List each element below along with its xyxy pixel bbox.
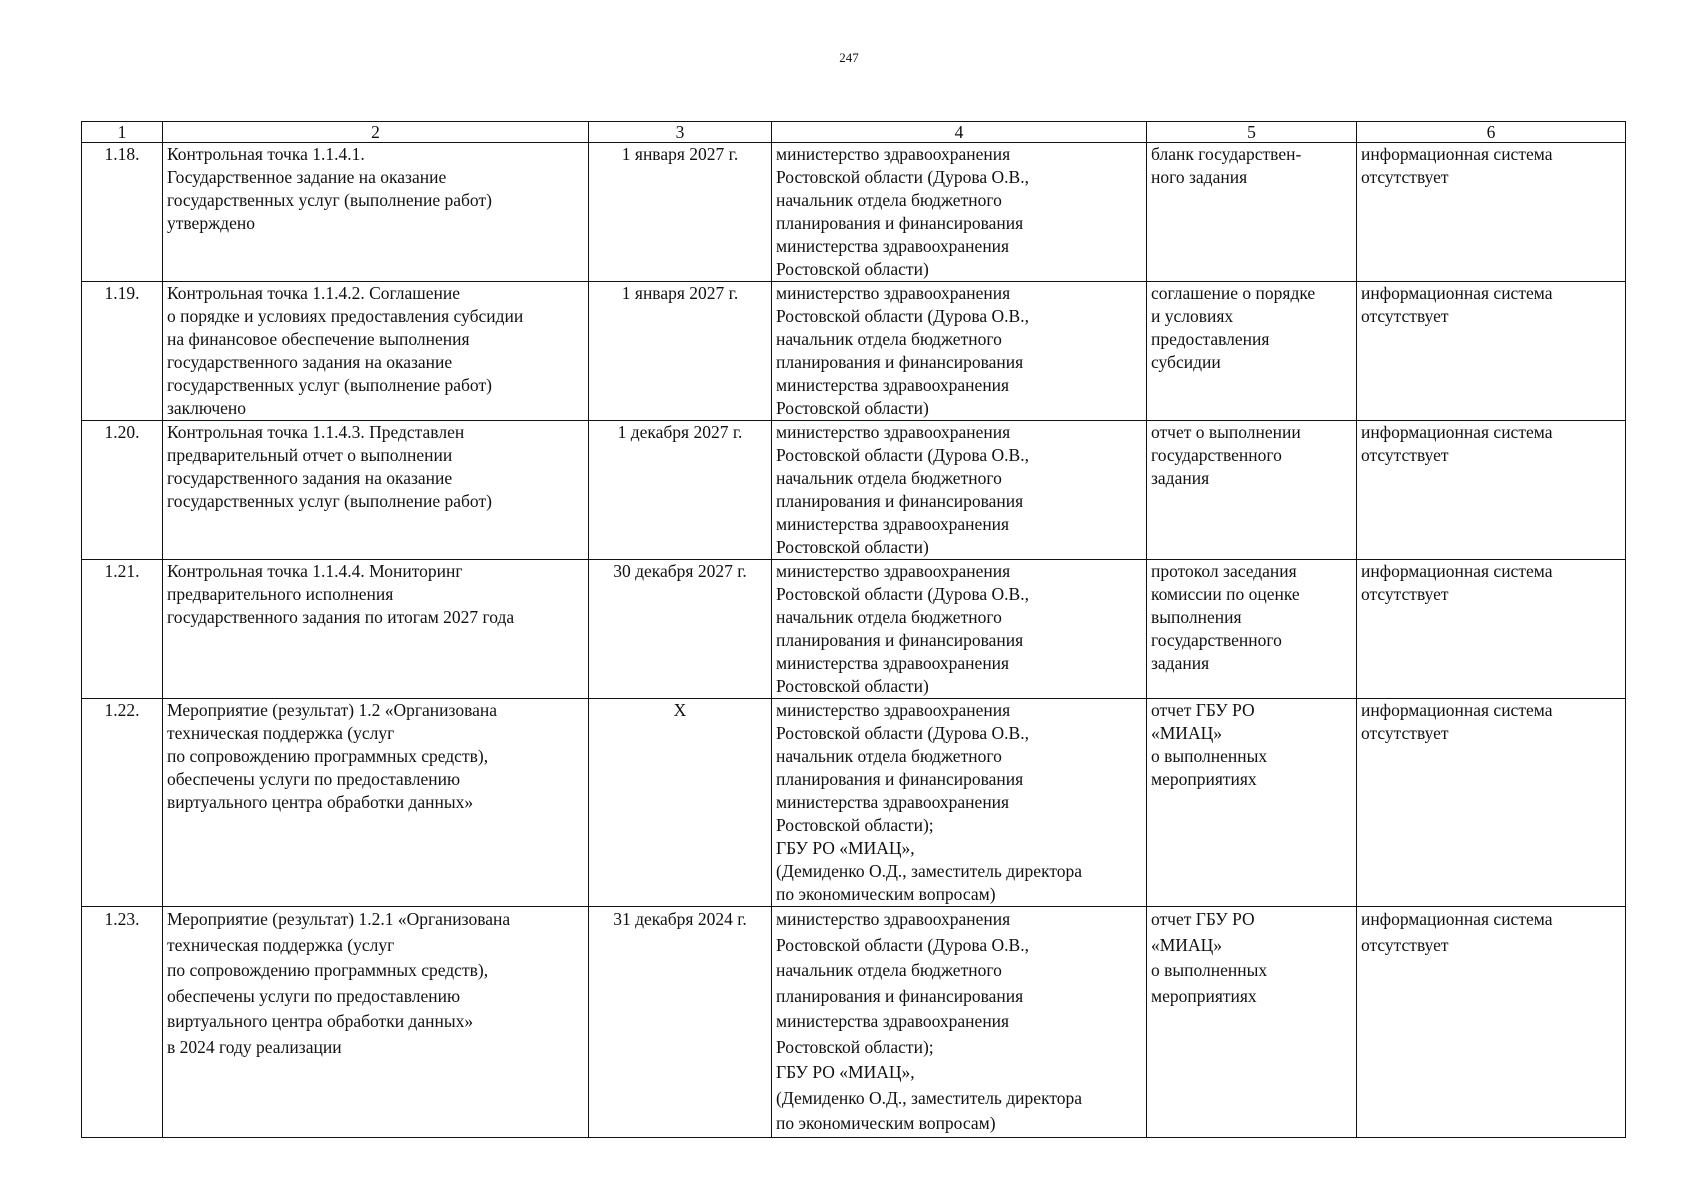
cell-text-line: Ростовской области (Дурова О.В.,: [776, 445, 1029, 465]
cell-text-line: министерство здравоохранения: [776, 700, 1011, 720]
cell-text-line: отчет ГБУ РО: [1151, 700, 1255, 720]
cell-text-line: предварительного исполнения: [167, 584, 394, 604]
cell-text-line: предоставления: [1151, 329, 1270, 349]
table-row: [82, 907, 1626, 1138]
column-header: 6: [1357, 122, 1626, 143]
cell-text-line: информационная система: [1361, 422, 1553, 442]
responsible-cell: [772, 560, 1147, 699]
cell-text-line: Ростовской области (Дурова О.В.,: [776, 934, 1029, 955]
cell-text-line: Ростовской области (Дурова О.В.,: [776, 723, 1029, 743]
event-name-cell: [163, 907, 589, 1138]
cell-text-line: обеспечены услуги по предоставлению: [167, 769, 461, 789]
cell-text-line: мероприятиях: [1151, 769, 1257, 789]
cell-text-line: ГБУ РО «МИАЦ»,: [776, 1062, 915, 1082]
column-header: 4: [772, 122, 1147, 143]
cell-text-line: комиссии по оценке: [1151, 584, 1300, 604]
cell-text-line: начальник отдела бюджетного: [776, 746, 1002, 766]
cell-text-line: виртуального центра обработки данных»: [167, 1011, 474, 1031]
cell-text-line: отсутствует: [1361, 167, 1449, 187]
cell-text-line: задания: [1151, 468, 1210, 488]
cell-text-line: министерство здравоохранения: [776, 422, 1011, 442]
cell-text-line: государственного задания на оказание: [167, 352, 453, 372]
cell-text-line: министерства здравоохранения: [776, 653, 1010, 673]
row-number-cell: 1.21.: [82, 560, 163, 699]
cell-text-line: Контрольная точка 1.1.4.1.: [167, 144, 365, 164]
information-system-cell: [1357, 421, 1626, 560]
cell-text-line: предварительный отчет о выполнении: [167, 445, 453, 465]
cell-text-line: отчет о выполнении: [1151, 422, 1301, 442]
table-row: [82, 421, 1626, 560]
cell-text-line: техническая поддержка (услуг: [167, 723, 395, 743]
cell-text-line: государственных услуг (выполнение работ): [167, 190, 492, 210]
cell-text-line: по сопровождению программных средств),: [167, 960, 489, 980]
cell-text-line: начальник отдела бюджетного: [776, 607, 1002, 627]
cell-text-line: по экономическим вопросам): [776, 1113, 996, 1133]
cell-text-line: Контрольная точка 1.1.4.3. Представлен: [167, 422, 465, 442]
deadline-cell: 1 декабря 2027 г.: [589, 421, 772, 560]
cell-text-line: планирования и финансирования: [776, 352, 1024, 372]
row-number-cell: 1.22.: [82, 699, 163, 907]
cell-text-line: государственного задания по итогам 2027 года: [167, 607, 515, 627]
cell-text-line: министерства здравоохранения: [776, 375, 1010, 395]
cell-text-line: информационная система: [1361, 909, 1553, 929]
column-header: 5: [1147, 122, 1357, 143]
row-number-cell: 1.20.: [82, 421, 163, 560]
cell-text-line: информационная система: [1361, 561, 1553, 581]
cell-text-line: планирования и финансирования: [776, 985, 1024, 1006]
cell-text-line: Ростовской области): [776, 537, 929, 557]
cell-text-line: информационная система: [1361, 283, 1553, 303]
cell-text-line: (Демиденко О.Д., заместитель директора: [776, 1087, 1083, 1108]
deadline-cell: 30 декабря 2027 г.: [589, 560, 772, 699]
event-name-cell: [163, 421, 589, 560]
cell-text-line: планирования и финансирования: [776, 630, 1024, 650]
cell-text-line: Контрольная точка 1.1.4.4. Мониторинг: [167, 561, 463, 581]
cell-text-line: Ростовской области);: [776, 1036, 934, 1057]
cell-text-line: министерство здравоохранения: [776, 144, 1011, 164]
event-name-cell: [163, 560, 589, 699]
cell-text-line: заключено: [167, 398, 247, 418]
table-row: [82, 143, 1626, 282]
cell-text-line: государственного задания на оказание: [167, 468, 453, 488]
cell-text-line: государственного: [1151, 630, 1282, 650]
responsible-cell: [772, 143, 1147, 282]
column-header: 1: [82, 122, 163, 143]
row-number-cell: 1.19.: [82, 282, 163, 421]
cell-text-line: техническая поддержка (услуг: [167, 934, 395, 955]
document-type-cell: [1147, 699, 1357, 907]
cell-text-line: Государственное задание на оказание: [167, 167, 447, 187]
cell-text-line: на финансовое обеспечение выполнения: [167, 329, 470, 349]
cell-text-line: «МИАЦ»: [1151, 934, 1222, 955]
cell-text-line: Ростовской области);: [776, 815, 934, 835]
cell-text-line: начальник отдела бюджетного: [776, 960, 1002, 980]
cell-text-line: выполнения: [1151, 607, 1242, 627]
responsible-cell: [772, 907, 1147, 1138]
cell-text-line: протокол заседания: [1151, 561, 1297, 581]
cell-text-line: отсутствует: [1361, 584, 1449, 604]
cell-text-line: утверждено: [167, 213, 255, 233]
information-system-cell: [1357, 699, 1626, 907]
table-row: [82, 699, 1626, 907]
cell-text-line: субсидии: [1151, 352, 1221, 372]
cell-text-line: министерства здравоохранения: [776, 792, 1010, 812]
cell-text-line: начальник отдела бюджетного: [776, 190, 1002, 210]
cell-text-line: министерства здравоохранения: [776, 1011, 1010, 1031]
cell-text-line: министерство здравоохранения: [776, 909, 1011, 929]
cell-text-line: и условиях: [1151, 306, 1234, 326]
cell-text-line: министерства здравоохранения: [776, 236, 1010, 256]
cell-text-line: по сопровождению программных средств),: [167, 746, 489, 766]
cell-text-line: задания: [1151, 653, 1210, 673]
deadline-cell: 1 января 2027 г.: [589, 282, 772, 421]
cell-text-line: министерство здравоохранения: [776, 283, 1011, 303]
plan-table: [81, 121, 1626, 1138]
cell-text-line: Мероприятие (результат) 1.2 «Организована: [167, 700, 497, 720]
cell-text-line: информационная система: [1361, 700, 1553, 720]
cell-text-line: мероприятиях: [1151, 985, 1257, 1006]
cell-text-line: отсутствует: [1361, 723, 1449, 743]
cell-text-line: «МИАЦ»: [1151, 723, 1222, 743]
cell-text-line: отсутствует: [1361, 934, 1449, 955]
row-number-cell: 1.18.: [82, 143, 163, 282]
cell-text-line: Ростовской области (Дурова О.В.,: [776, 306, 1029, 326]
cell-text-line: Ростовской области): [776, 398, 929, 418]
cell-text-line: Ростовской области): [776, 259, 929, 279]
document-type-cell: [1147, 560, 1357, 699]
cell-text-line: в 2024 году реализации: [167, 1036, 342, 1057]
document-type-cell: [1147, 143, 1357, 282]
cell-text-line: Ростовской области (Дурова О.В.,: [776, 167, 1029, 187]
cell-text-line: планирования и финансирования: [776, 769, 1024, 789]
document-type-cell: [1147, 421, 1357, 560]
information-system-cell: [1357, 907, 1626, 1138]
event-name-cell: [163, 282, 589, 421]
cell-text-line: государственного: [1151, 445, 1282, 465]
cell-text-line: Контрольная точка 1.1.4.2. Соглашение: [167, 283, 461, 303]
cell-text-line: по экономическим вопросам): [776, 884, 996, 904]
deadline-cell: 31 декабря 2024 г.: [589, 907, 772, 1138]
cell-text-line: Мероприятие (результат) 1.2.1 «Организована: [167, 909, 511, 929]
cell-text-line: отчет ГБУ РО: [1151, 909, 1255, 929]
information-system-cell: [1357, 143, 1626, 282]
column-header: 3: [589, 122, 772, 143]
cell-text-line: о порядке и условиях предоставления субсидии: [167, 306, 524, 326]
cell-text-line: ГБУ РО «МИАЦ»,: [776, 838, 915, 858]
row-number-cell: 1.23.: [82, 907, 163, 1138]
cell-text-line: отсутствует: [1361, 306, 1449, 326]
cell-text-line: о выполненных: [1151, 960, 1268, 980]
responsible-cell: [772, 699, 1147, 907]
cell-text-line: информационная система: [1361, 144, 1553, 164]
cell-text-line: начальник отдела бюджетного: [776, 329, 1002, 349]
table-row: [82, 282, 1626, 421]
cell-text-line: обеспечены услуги по предоставлению: [167, 985, 461, 1006]
cell-text-line: министерства здравоохранения: [776, 514, 1010, 534]
cell-text-line: планирования и финансирования: [776, 213, 1024, 233]
cell-text-line: о выполненных: [1151, 746, 1268, 766]
cell-text-line: бланк государствен-: [1151, 144, 1302, 164]
cell-text-line: соглашение о порядке: [1151, 283, 1316, 303]
event-name-cell: [163, 143, 589, 282]
document-type-cell: [1147, 282, 1357, 421]
cell-text-line: виртуального центра обработки данных»: [167, 792, 474, 812]
responsible-cell: [772, 282, 1147, 421]
cell-text-line: министерство здравоохранения: [776, 561, 1011, 581]
information-system-cell: [1357, 282, 1626, 421]
responsible-cell: [772, 421, 1147, 560]
deadline-cell: Х: [589, 699, 772, 907]
information-system-cell: [1357, 560, 1626, 699]
cell-text-line: ного задания: [1151, 167, 1248, 187]
column-number-row: [82, 122, 1626, 143]
column-header: 2: [163, 122, 589, 143]
page-number: 247: [839, 50, 859, 65]
cell-text-line: отсутствует: [1361, 445, 1449, 465]
cell-text-line: (Демиденко О.Д., заместитель директора: [776, 861, 1083, 881]
deadline-cell: 1 января 2027 г.: [589, 143, 772, 282]
cell-text-line: Ростовской области): [776, 676, 929, 696]
cell-text-line: государственных услуг (выполнение работ): [167, 491, 492, 511]
cell-text-line: начальник отдела бюджетного: [776, 468, 1002, 488]
event-name-cell: [163, 699, 589, 907]
cell-text-line: планирования и финансирования: [776, 491, 1024, 511]
table-row: [82, 560, 1626, 699]
document-type-cell: [1147, 907, 1357, 1138]
cell-text-line: государственных услуг (выполнение работ): [167, 375, 492, 395]
cell-text-line: Ростовской области (Дурова О.В.,: [776, 584, 1029, 604]
